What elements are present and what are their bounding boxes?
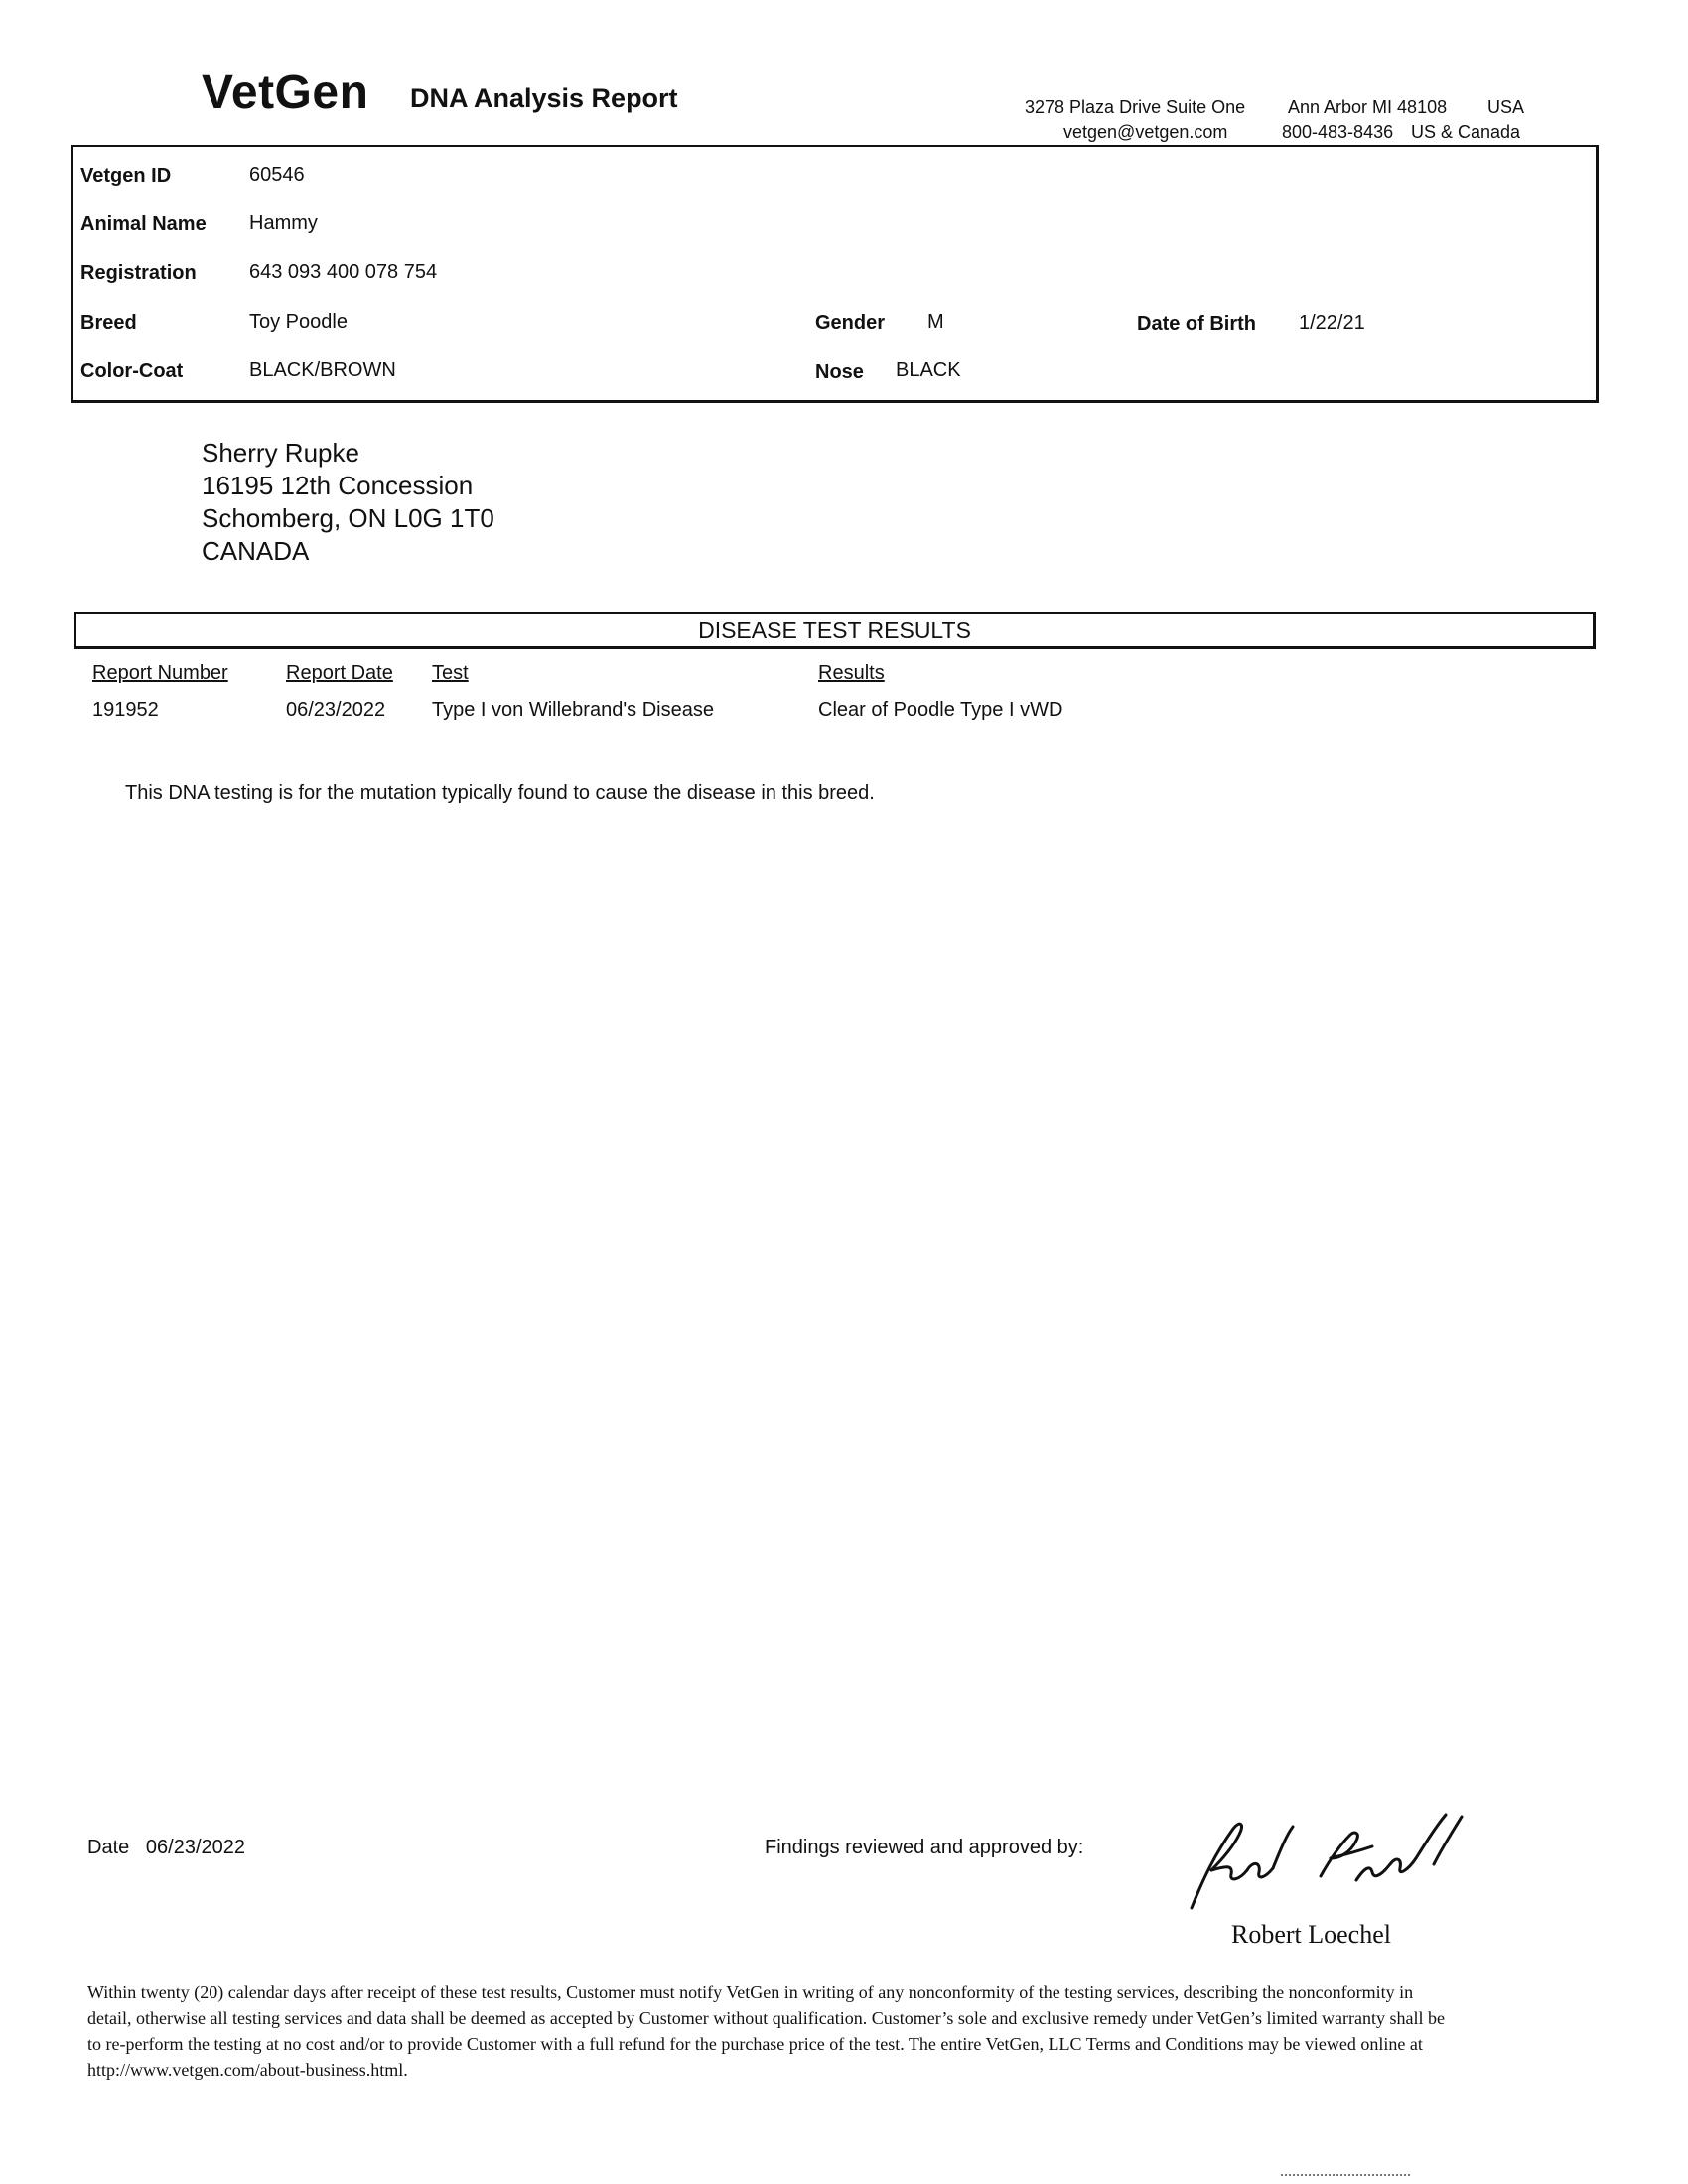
breed-value: Toy Poodle: [249, 311, 348, 333]
recipient-address: [202, 437, 494, 568]
color-coat-value: BLACK/BROWN: [249, 359, 396, 381]
signer-name: Robert Loechel: [1231, 1920, 1391, 1949]
registration-value: 643 093 400 078 754: [249, 261, 438, 283]
footer-date: [87, 1837, 245, 1859]
report-title: DNA Analysis Report: [410, 83, 678, 113]
contact-phone: 800-483-8436: [1282, 122, 1394, 142]
contact-phone-region: US & Canada: [1411, 122, 1521, 142]
address-street: 3278 Plaza Drive Suite One: [1025, 97, 1246, 117]
nose-value: BLACK: [896, 359, 961, 381]
page-edge-mark: [1281, 2174, 1410, 2178]
footer-date-value: 06/23/2022: [145, 1837, 246, 1858]
footer-date-label: Date: [87, 1837, 130, 1858]
row-test: Type I von Willebrand's Disease: [432, 699, 714, 721]
col-header-report-date: Report Date: [286, 662, 393, 684]
vetgen-id-value: 60546: [249, 164, 305, 186]
dob-value: 1/22/21: [1299, 312, 1365, 334]
row-result: Clear of Poodle Type I vWD: [818, 699, 1063, 721]
col-header-report-number: Report Number: [92, 662, 228, 684]
recipient-street: 16195 12th Concession: [202, 471, 474, 500]
testing-note: This DNA testing is for the mutation typically found to cause the disease in this breed.: [125, 782, 875, 804]
row-report-date: 06/23/2022: [286, 699, 386, 721]
registration-label: Registration: [80, 262, 197, 284]
approved-by-label: Findings reviewed and approved by:: [765, 1837, 1084, 1858]
legal-disclaimer: Within twenty (20) calendar days after receipt of these test results, Customer must notify VetGen in writing of any nonconformity of the testing services, describing the nonconformity in detail, otherwise all testing services and data shall be deemed as accepted by Customer without qualification. Customer’s sole and exclusive remedy under VetGen’s limited warranty shall be to re-perform the testing at no cost and/or to provide Customer with a full refund for the purchase price of the test. The entire VetGen, LLC Terms and Conditions may be viewed online at http://www.vetgen.com/about-business.html.: [87, 1982, 1445, 2080]
row-report-number: 191952: [92, 699, 159, 721]
recipient-city: Schomberg, ON L0G 1T0: [202, 503, 494, 533]
signature-image: [1182, 1809, 1479, 1918]
breed-label: Breed: [80, 312, 137, 334]
vetgen-id-label: Vetgen ID: [80, 165, 172, 187]
nose-label: Nose: [815, 361, 864, 383]
contact-email: vetgen@vetgen.com: [1063, 122, 1228, 142]
col-header-test: Test: [432, 662, 469, 684]
address-city: Ann Arbor MI 48108: [1288, 97, 1448, 117]
col-header-results: Results: [818, 662, 885, 684]
gender-label: Gender: [815, 312, 886, 334]
animal-name-label: Animal Name: [80, 213, 207, 235]
address-country: USA: [1487, 97, 1525, 117]
vetgen-logo: VetGen: [202, 67, 369, 119]
recipient-name: Sherry Rupke: [202, 438, 359, 468]
recipient-country: CANADA: [202, 536, 310, 566]
color-coat-label: Color-Coat: [80, 360, 184, 382]
animal-name-value: Hammy: [249, 212, 318, 234]
dob-label: Date of Birth: [1137, 313, 1256, 335]
gender-value: M: [927, 311, 944, 333]
results-section-title: DISEASE TEST RESULTS: [74, 612, 1596, 649]
